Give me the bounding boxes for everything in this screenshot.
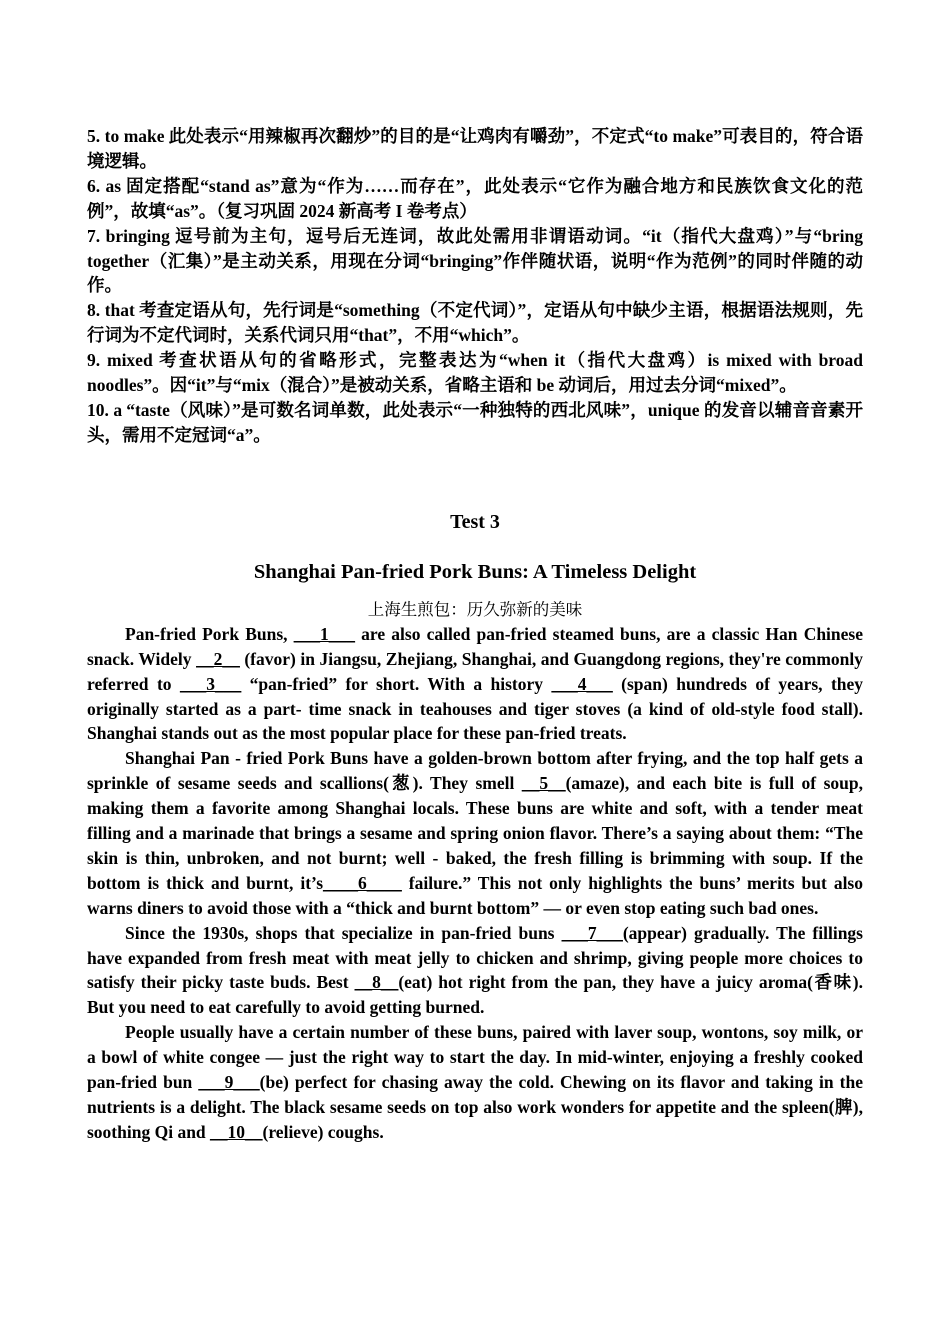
note-number: 6. as [87,175,122,196]
text-span: Shanghai Pan - fried Pork Buns have a golden-brown bottom after frying, and the top half gets a sprinkle of sesame seeds and scallions(葱). They smell [87,748,863,794]
text-span: (favor) in Jiangsu, Zhejiang, Shanghai, and Guangdong regions, they're commonly referred to [87,648,864,694]
blank-4: ___4___ [551,673,613,694]
blank-1: ___1___ [293,623,355,644]
article-subtitle: 上海生煎包：历久弥新的美味 [367,599,583,619]
text-span: (span) hundreds of years, they originally started as a part- time snack in teahouses and tiger stoves (a kind of old-style food stall). Shanghai stands out as the most popular place for these pan-fried treats. [87,673,864,744]
blank-5: __5__ [521,773,566,794]
note-text: 考查定语从句，先行词是“something（不定代词）”，定语从句中缺少主语，根据语法规则，先行词为不定代词时，关系代词只用“that”，不用“which”。 [87,300,864,346]
note-6 [87,174,863,224]
blank-8: __8__ [354,972,399,993]
text-span: (be) perfect for chasing away the cold. Chewing on its flavor and taking in the nutrients is a delight. The black sesame seeds on top also work wonders for appetite and the spleen(脾), soothing Qi and [87,1072,863,1142]
note-number: 5. to make [87,126,165,146]
note-9 [87,348,863,398]
note-number: 8. that [87,300,135,321]
paragraph-3 [87,921,863,1021]
paragraph-2 [87,746,863,920]
note-number: 7. bringing [87,225,170,246]
paragraph-1 [87,622,863,747]
note-number: 9. mixed [87,350,153,371]
text-span: “pan-fried” for short. With a history [249,673,544,694]
blank-6: ____6____ [323,872,402,893]
text-span: (appear) gradually. The fillings have expanded from fresh meat with meat jelly to chicken and shrimp, giving people more choices to satisfy their picky taste buds. Best [87,922,863,993]
blank-3: ___3___ [179,673,242,694]
blank-2: __2__ [196,648,240,669]
text-span: Pan-fried Pork Buns, [125,623,288,644]
note-5 [87,124,863,174]
note-text: “taste（风味）”是可数名词单数，此处表示“一种独特的西北风味”，unique 的发音以辅音音素开头，需用不定冠词“a”。 [87,399,863,445]
text-span: (eat) hot right from the pan, they have a juicy aroma(香味). But you need to eat carefully to avoid getting burned. [87,972,863,1018]
text-span: are also called pan-fried steamed buns, are a classic Han Chinese snack. Widely [87,623,863,669]
note-text: 固定搭配“stand as”意为“作为……而存在”，此处表示“它作为融合地方和民族饮食文化的范例”，故填“as”。（复习巩固 2024 新高考 I 卷考点） [87,175,863,221]
note-8 [87,298,863,348]
text-span: (relieve) coughs. [262,1121,384,1142]
text-span: (amaze), and each bite is full of soup, making them a favorite among Shanghai locals. These buns are white and soft, with a tender meat filling and a marinade that brings a sesame and spring onion flavor. There’s a saying about them: “The skin is thin, unbroken, and not burnt; well - baked, the fresh filling is brimming with soup. If the bottom is thick and burnt, it’s [87,773,864,893]
article-title: Shanghai Pan-fried Pork Buns: A Timeless Delight [253,560,697,583]
test-title: Test 3 [450,510,500,533]
text-span: People usually have a certain number of these buns, paired with laver soup, wontons, soy milk, or a bowl of white congee — just the right way to start the day. In mid-winter, enjoying a freshly cooked pan-fried bun [87,1022,863,1093]
answer-notes [87,124,863,448]
paragraph-4 [87,1020,863,1145]
note-text: 此处表示“用辣椒再次翻炒”的目的是“让鸡肉有嚼劲”，不定式“to make”可表目的，符合语境逻辑。 [87,126,864,171]
note-7 [87,224,863,299]
text-span: Since the 1930s, shops that specialize in pan-fried buns [125,922,555,943]
note-text: 逗号前为主句，逗号后无连词，故此处需用非谓语动词。“it（指代大盘鸡）”与“bring together（汇集）”是主动关系，用现在分词“bringing”作伴随状语，说明“作为范例”的同时伴随的动作。 [87,225,863,296]
note-text: 考查状语从句的省略形式，完整表达为“when it（指代大盘鸡）is mixed with broad noodles”。因“it”与“mix（混合）”是被动关系，省略主语和 be 动词后，用过去分词“mixed”。 [87,350,863,396]
document-page [87,124,863,1145]
passage [87,622,863,1145]
blank-9: ___9___ [198,1072,260,1093]
blank-10: __10__ [210,1121,263,1142]
blank-7: ___7___ [561,922,623,943]
note-10 [87,398,863,448]
text-span: failure.” This not only highlights the buns’ merits but also warns diners to avoid those with a “thick and burnt bottom” — or even stop eating such bad ones. [87,872,863,918]
note-number: 10. a [87,399,123,420]
